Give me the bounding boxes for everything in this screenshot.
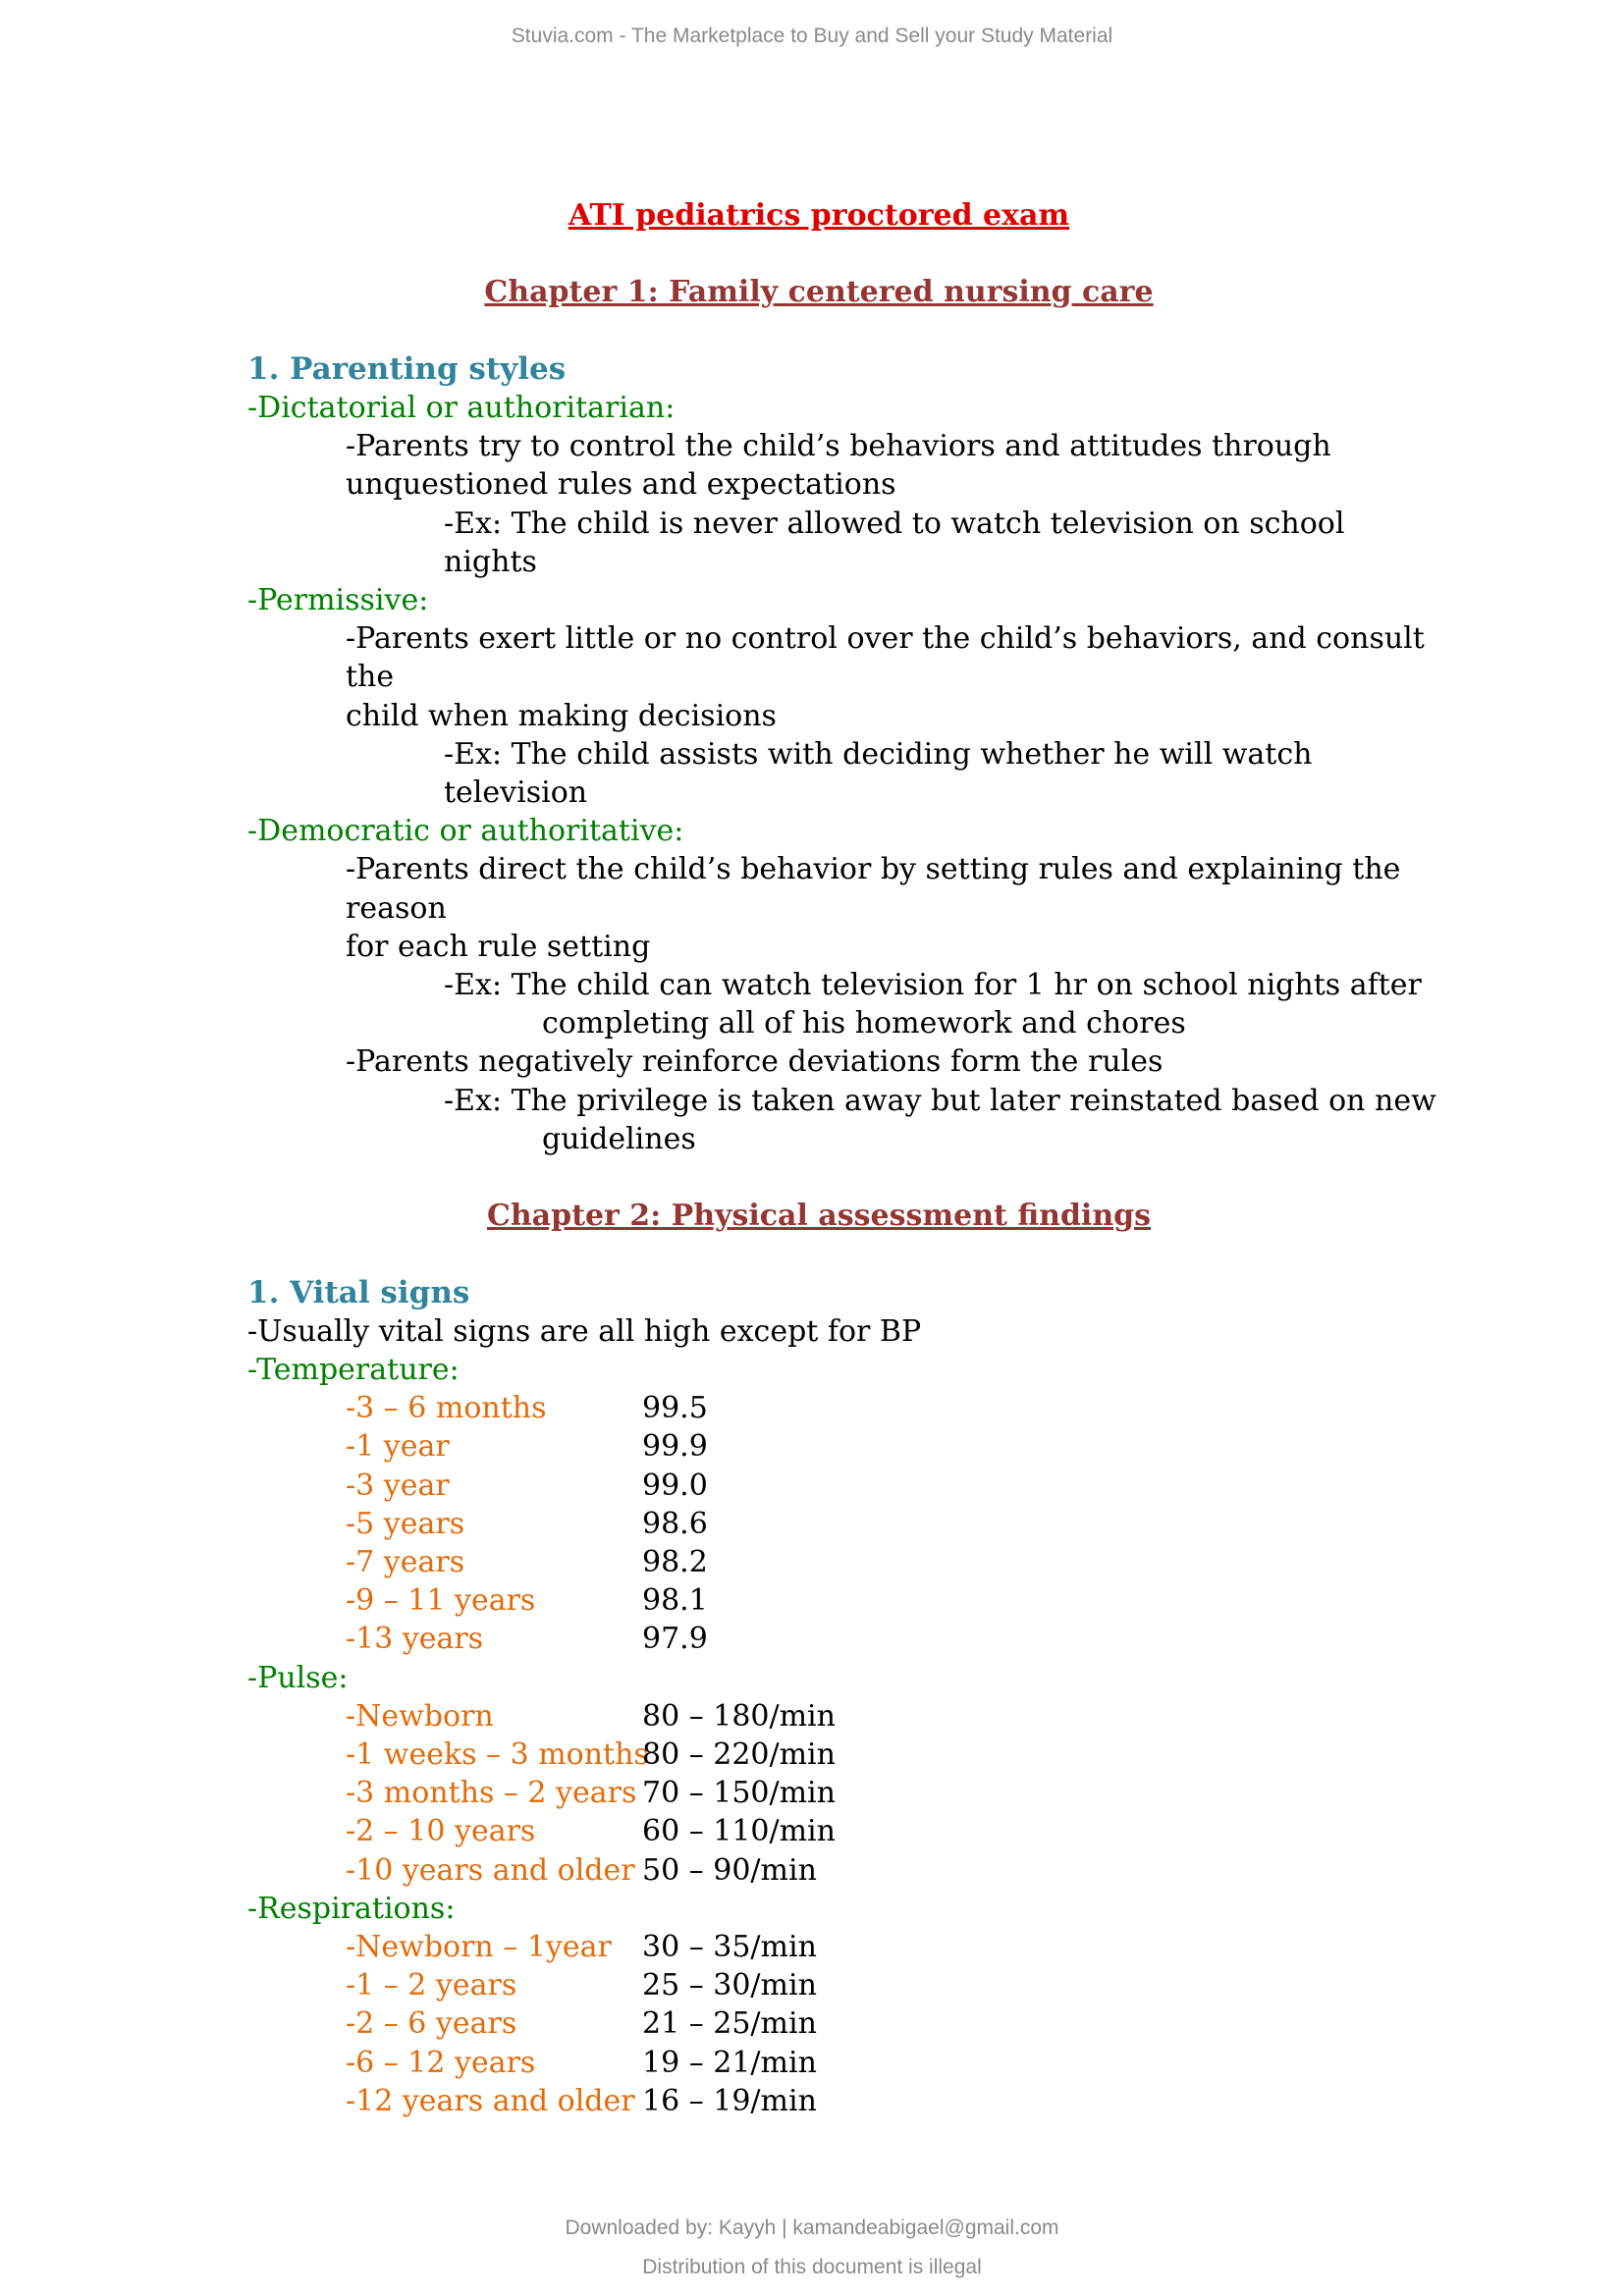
style-desc: -Parents try to control the child’s behaviors and attitudes through (346, 429, 1331, 464)
vital-value: 19 – 21/min (642, 2045, 817, 2080)
respirations-row (247, 2082, 1445, 2120)
age-range: -2 – 10 years (346, 1814, 536, 1849)
vital-value: 16 – 19/min (642, 2083, 817, 2118)
style-desc: for each rule setting (346, 929, 651, 964)
vital-value: 98.2 (642, 1545, 708, 1580)
vital-value: 80 – 180/min (642, 1698, 836, 1734)
age-range: -3 – 6 months (346, 1391, 547, 1426)
age-range: -10 years and older (346, 1852, 635, 1888)
vital-value: 99.9 (642, 1429, 708, 1465)
style-desc: unquestioned rules and expectations (346, 467, 896, 503)
pulse-row (247, 1735, 1445, 1774)
pulse-table (247, 1697, 1445, 1890)
vital-value: 99.0 (642, 1468, 708, 1503)
age-range: -3 year (346, 1468, 450, 1503)
document-title: ATI pediatrics proctored exam (568, 198, 1070, 233)
style-desc: child when making decisions (346, 698, 777, 733)
age-range: -Newborn (346, 1698, 494, 1734)
style-example-cont: completing all of his homework and chores (542, 1006, 1186, 1041)
footer-distribution-notice: Distribution of this document is illegal (642, 2256, 982, 2278)
style-label-permissive: -Permissive: (247, 583, 429, 617)
respirations-row (247, 2044, 1445, 2082)
temperature-row (247, 1620, 1445, 1658)
section-parenting-styles: 1. Parenting styles (247, 350, 567, 387)
style-desc: -Parents negatively reinforce deviations form the rules (346, 1044, 1164, 1080)
vital-value: 30 – 35/min (642, 1930, 817, 1965)
chapter-1-heading: Chapter 1: Family centered nursing care (484, 275, 1154, 310)
style-example-cont: guidelines (542, 1121, 696, 1156)
temperature-row (247, 1581, 1445, 1620)
age-range: -2 – 6 years (346, 2006, 517, 2042)
age-range: -6 – 12 years (346, 2045, 536, 2080)
document-body (247, 196, 1445, 2120)
vital-value: 21 – 25/min (642, 2006, 817, 2042)
watermark-header: Stuvia.com - The Marketplace to Buy and Sell your Study Material (511, 25, 1113, 47)
chapter-2-heading: Chapter 2: Physical assessment findings (486, 1199, 1152, 1234)
age-range: -Newborn – 1year (346, 1930, 612, 1965)
age-range: -9 – 11 years (346, 1583, 536, 1619)
respirations-row (247, 1966, 1445, 2004)
temperature-row (247, 1389, 1445, 1427)
style-example: -Ex: The child can watch television for 1 hr on school nights after (444, 968, 1422, 1003)
vital-signs-note: -Usually vital signs are all high except for BP (247, 1313, 922, 1349)
age-range: -1 – 2 years (346, 1968, 517, 2003)
temperature-label: -Temperature: (247, 1353, 460, 1388)
vital-value: 99.5 (642, 1391, 708, 1426)
style-example: -Ex: The child is never allowed to watch television on school nights (444, 506, 1345, 579)
pulse-row (247, 1697, 1445, 1735)
age-range: -1 year (346, 1429, 450, 1465)
style-example: -Ex: The privilege is taken away but later reinstated based on new (444, 1083, 1436, 1118)
respirations-row (247, 1928, 1445, 1966)
age-range: -3 months – 2 years (346, 1776, 637, 1811)
vital-value: 50 – 90/min (642, 1852, 817, 1888)
respirations-row (247, 2004, 1445, 2043)
pulse-row (247, 1812, 1445, 1850)
age-range: -12 years and older (346, 2083, 635, 2118)
footer-downloaded-by: Downloaded by: Kayyh | kamandeabigael@gmail.com (565, 2216, 1059, 2239)
temperature-row (247, 1543, 1445, 1581)
vital-value: 80 – 220/min (642, 1737, 836, 1773)
temperature-row (247, 1467, 1445, 1505)
style-label-democratic: -Democratic or authoritative: (247, 814, 684, 849)
pulse-row (247, 1851, 1445, 1890)
age-range: -13 years (346, 1622, 484, 1657)
age-range: -5 years (346, 1506, 465, 1541)
temperature-table (247, 1389, 1445, 1658)
pulse-label: -Pulse: (247, 1660, 349, 1695)
vital-value: 98.1 (642, 1583, 708, 1619)
vital-value: 25 – 30/min (642, 1968, 817, 2003)
temperature-row (247, 1505, 1445, 1543)
pulse-row (247, 1774, 1445, 1812)
respirations-table (247, 1928, 1445, 2120)
respirations-label: -Respirations: (247, 1891, 456, 1926)
style-desc: -Parents exert little or no control over the child’s behaviors, and consult the (346, 621, 1425, 695)
age-range: -7 years (346, 1545, 465, 1580)
style-desc: -Parents direct the child’s behavior by setting rules and explaining the reason (346, 852, 1401, 926)
vital-value: 70 – 150/min (642, 1776, 836, 1811)
style-example: -Ex: The child assists with deciding whether he will watch television (444, 736, 1313, 811)
section-vital-signs: 1. Vital signs (247, 1274, 470, 1310)
age-range: -1 weeks – 3 months (346, 1737, 649, 1773)
vital-value: 60 – 110/min (642, 1814, 836, 1849)
style-label-dictatorial: -Dictatorial or authoritarian: (247, 390, 676, 425)
vital-value: 97.9 (642, 1622, 708, 1657)
temperature-row (247, 1427, 1445, 1466)
vital-value: 98.6 (642, 1506, 708, 1541)
